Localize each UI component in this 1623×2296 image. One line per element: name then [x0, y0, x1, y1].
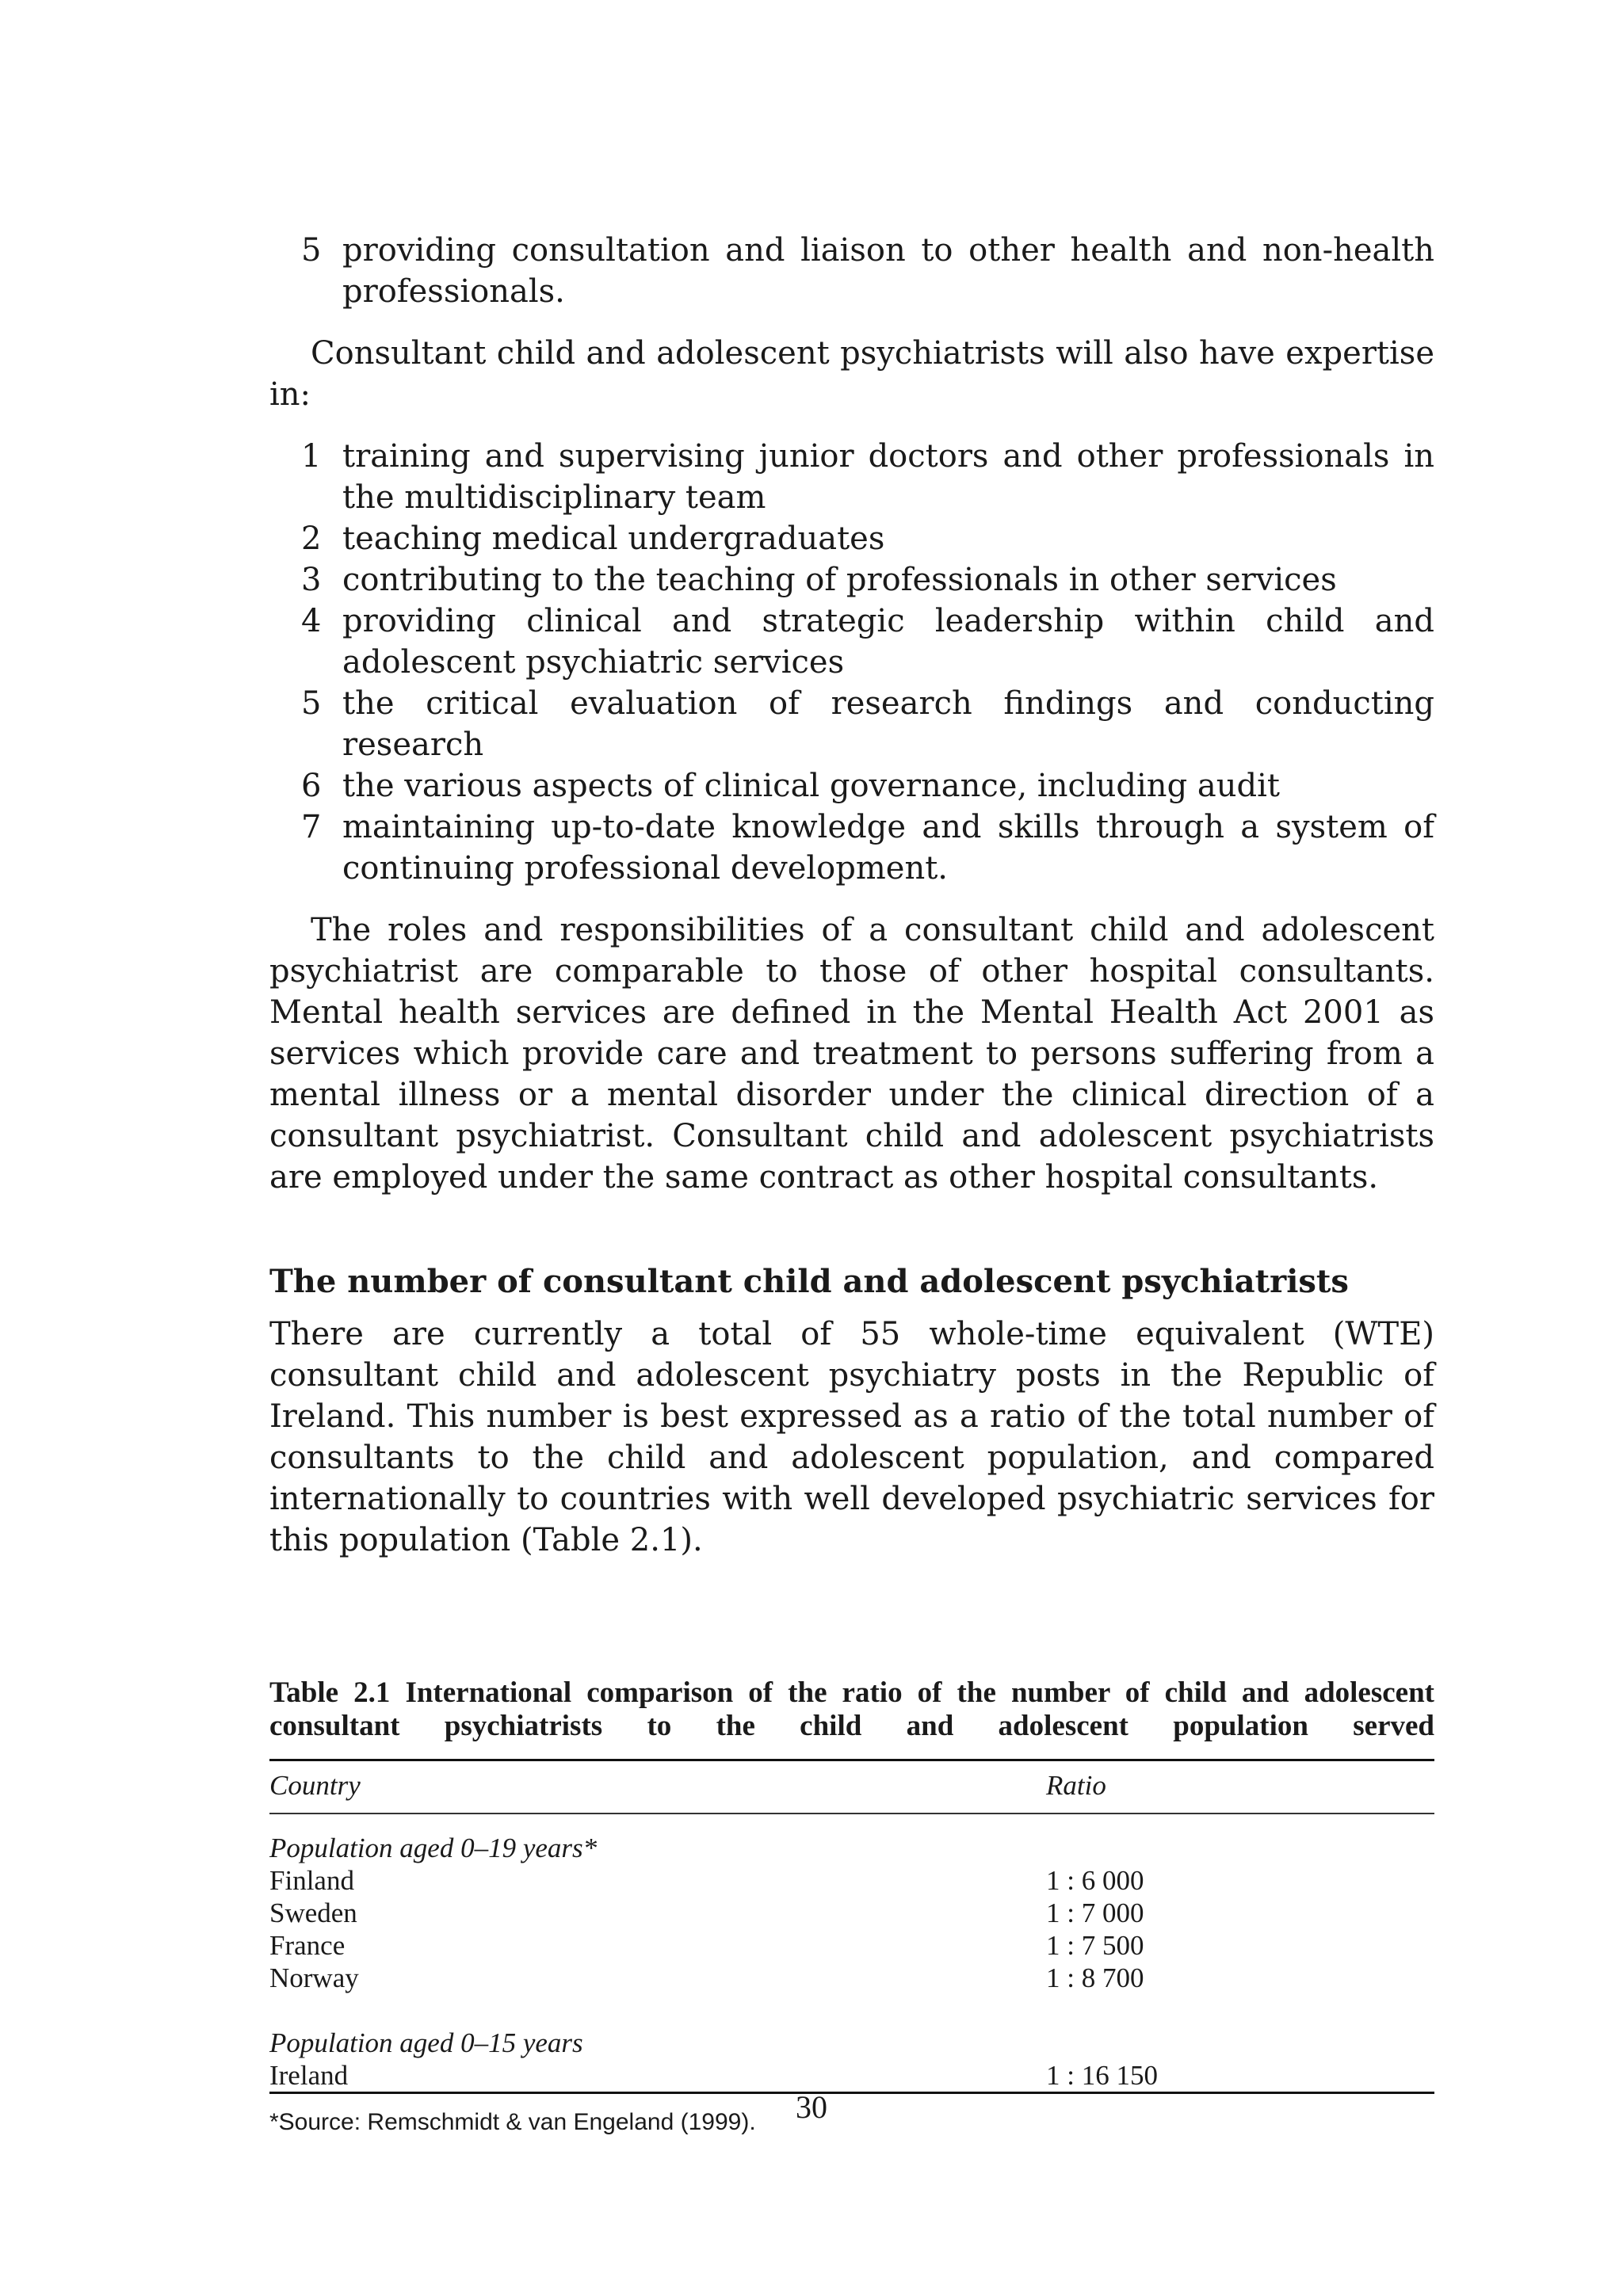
- column-header-country: Country: [269, 1760, 1046, 1814]
- expertise-intro: Consultant child and adolescent psychiatrists will also have expertise in:: [269, 335, 1434, 413]
- list-text: the critical evaluation of research findings and conducting research: [342, 685, 1434, 763]
- ratio-cell: 1 : 7 500: [1046, 1930, 1144, 1961]
- country-cell: Sweden: [269, 1897, 357, 1928]
- list-number: 5: [301, 232, 322, 269]
- list-number: 1: [301, 438, 322, 475]
- list-text: training and supervising junior doctors and other professionals in the multidisciplinary team: [342, 438, 1434, 516]
- consultant-count-paragraph: There are currently a total of 55 whole-time equivalent (WTE) consultant child and adolescent psychiatry posts in the Republic of Ireland. This number is best expressed as a ratio of the total number of consultants to the child and adolescent population, and compared internationally to countries with well developed psychiatric services for this population (Table 2.1).: [269, 1316, 1434, 1558]
- table-row: [269, 1864, 1434, 1897]
- list-number: 4: [301, 603, 322, 639]
- section-heading: The number of consultant child and adolescent psychiatrists: [269, 1263, 1349, 1300]
- table-row: [269, 1897, 1434, 1929]
- list-item: [269, 518, 1434, 559]
- list-text: contributing to the teaching of professionals in other services: [342, 562, 1337, 598]
- comparison-table-block: [269, 1676, 1434, 2138]
- page-content: [269, 230, 1434, 2138]
- table-header-row: [269, 1760, 1434, 1814]
- list-text: providing consultation and liaison to other health and non-health professionals.: [342, 232, 1434, 310]
- comparison-table: [269, 1759, 1434, 2094]
- list-number: 2: [301, 521, 322, 557]
- table-row: [269, 1929, 1434, 1962]
- list-text: maintaining up-to-date knowledge and skills through a system of continuing professional development.: [342, 809, 1434, 887]
- list-item: [269, 230, 1434, 312]
- ratio-cell: 1 : 16 150: [1046, 2059, 1434, 2093]
- country-cell: France: [269, 1930, 346, 1961]
- list-text: providing clinical and strategic leadership within child and adolescent psychiatric services: [342, 603, 1434, 681]
- country-cell: Norway: [269, 1962, 359, 1993]
- list-item: [269, 765, 1434, 807]
- page-number: 30: [796, 2089, 827, 2125]
- country-cell: Finland: [269, 1865, 354, 1896]
- column-header-ratio: Ratio: [1046, 1760, 1434, 1814]
- list-number: 6: [301, 768, 322, 804]
- table-caption: Table 2.1 International comparison of the ratio of the number of child and adolescent consultant psychiatrists to the child and adolescent population served: [269, 1676, 1434, 1742]
- list-text: the various aspects of clinical governance, including audit: [342, 768, 1280, 804]
- group-label: Population aged 0–19 years*: [269, 1833, 598, 1863]
- ratio-cell: 1 : 8 700: [1046, 1962, 1144, 1993]
- list-number: 3: [301, 562, 322, 598]
- roles-paragraph: The roles and responsibilities of a consultant child and adolescent psychiatrist are comparable to those of other hospital consultants. Mental health services are defined in the Mental Health Act 2001 as services which provide care and treatment to persons suffering from a mental illness or a mental disorder under the clinical direction of a consultant psychiatrist. Consultant child and adolescent psychiatrists are employed under the same contract as other hospital consultants.: [269, 912, 1434, 1196]
- list-item: [269, 436, 1434, 518]
- expertise-list: [269, 436, 1434, 889]
- list-text: teaching medical undergraduates: [342, 521, 885, 557]
- list-item: [269, 601, 1434, 683]
- table-group-row: [269, 1832, 1434, 1864]
- list-item: [269, 683, 1434, 765]
- consultation-list: [269, 230, 1434, 312]
- ratio-cell: 1 : 7 000: [1046, 1897, 1144, 1928]
- list-item: [269, 559, 1434, 601]
- group-label: Population aged 0–15 years: [269, 2027, 583, 2058]
- list-number: 7: [301, 809, 322, 845]
- table-source-note: *Source: Remschmidt & van Engeland (1999).: [269, 2109, 756, 2135]
- list-item: [269, 807, 1434, 889]
- ratio-cell: 1 : 6 000: [1046, 1865, 1144, 1896]
- table-row: [269, 1962, 1434, 1994]
- table-group-row: [269, 2027, 1434, 2059]
- country-cell: Ireland: [269, 2059, 1046, 2093]
- list-number: 5: [301, 685, 322, 722]
